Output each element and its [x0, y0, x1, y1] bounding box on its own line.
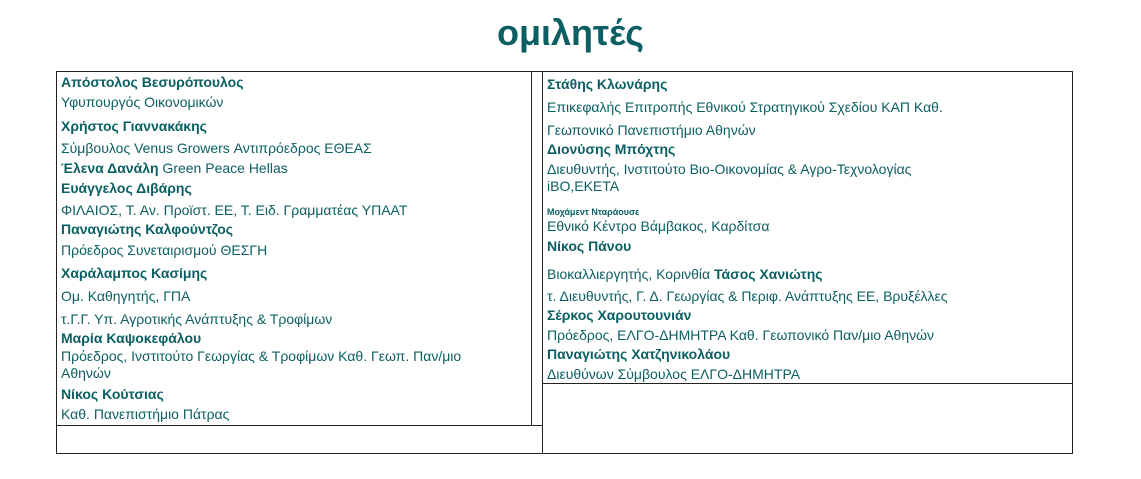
speaker-role: Πρόεδρος, Ινστιτούτο Γεωργίας & Τροφίμων Καθ. Γεωπ. Παν/μιο — [61, 348, 462, 364]
speaker-name: Ευάγγελος Διβάρης — [61, 180, 192, 196]
speaker-role: Εθνικό Κέντρο Βάμβακος, Καρδίτσα — [547, 218, 770, 234]
left-speakers-cell — [61, 0, 529, 479]
table-border-left — [56, 71, 57, 454]
speaker-role: τ.Γ.Γ. Υπ. Αγροτικής Ανάπτυξης & Τροφίμων — [61, 311, 333, 327]
speaker-name: Στάθης Κλωνάρης — [547, 76, 668, 92]
speaker-role: Υφυπουργός Οικονομικών — [61, 94, 224, 110]
speaker-role: Green Peace Hellas — [158, 160, 288, 176]
speaker-name: Μοχάμεντ Νταράουσε — [547, 207, 640, 217]
speaker-name: Έλενα Δανάλη — [61, 160, 159, 176]
speaker-name: Τάσος Χανιώτης — [714, 266, 823, 282]
speaker-name: Παναγιώτης Χατζηνικολάου — [547, 346, 731, 362]
speaker-name: Χρήστος Γιαννακάκης — [61, 118, 207, 134]
empty-cell-right — [543, 384, 1072, 453]
table-border-right — [1072, 71, 1073, 454]
speaker-name: Χαράλαμπος Κασίμης — [61, 265, 208, 281]
speaker-name: Μαρία Καψοκεφάλου — [61, 330, 202, 346]
speaker-role: Πρόεδρος Συνεταιρισμού ΘΕΣΓΗ — [61, 242, 268, 258]
speaker-line — [547, 266, 823, 283]
table-divider-left-inner — [531, 71, 532, 426]
speaker-name: Νίκος Πάνου — [547, 238, 632, 254]
speaker-name: Σέρκος Χαρουτουνιάν — [547, 307, 692, 323]
page-title: ομιλητές — [496, 12, 645, 53]
speaker-role: Καθ. Πανεπιστήμιο Πάτρας — [61, 406, 230, 422]
speaker-role: Ομ. Καθηγητής, ΓΠΑ — [61, 288, 191, 304]
speaker-role: Πρόεδρος, ΕΛΓΟ-ΔΗΜΗΤΡΑ Καθ. Γεωπονικό Παν/μιο Αθηνών — [547, 327, 935, 343]
speaker-role: Διευθυντής, Ινστιτούτο Βιο-Οικονομίας & Αγρο-Τεχνολογίας — [547, 161, 912, 177]
speaker-role: iBO,ΕΚΕΤΑ — [547, 178, 620, 194]
speaker-role: Αθηνών — [61, 365, 111, 381]
speaker-name: Παναγιώτης Καλφούντζος — [61, 221, 234, 237]
speaker-role: ΦΙΛΑΙΟΣ, Τ. Αν. Προϊστ. ΕΕ, Τ. Ειδ. Γραμματέας ΥΠΑΑΤ — [61, 202, 408, 218]
empty-cell-bottom-left — [57, 426, 542, 453]
speaker-name: Απόστολος Βεσυρόπουλος — [61, 74, 244, 90]
speaker-name: Νίκος Κούτσιας — [61, 386, 164, 402]
speaker-role: Γεωπονικό Πανεπιστήμιο Αθηνών — [547, 122, 756, 138]
speaker-role: τ. Διευθυντής, Γ. Δ. Γεωργίας & Περιφ. Ανάπτυξης ΕΕ, Βρυξέλλες — [547, 288, 948, 304]
speaker-role: Βιοκαλλιεργητής, Κορινθία — [547, 266, 715, 282]
speaker-line — [61, 160, 288, 177]
speaker-role: Επικεφαλής Επιτροπής Εθνικού Στρατηγικού Σχεδίου ΚΑΠ Καθ. — [547, 99, 943, 115]
speaker-role: Διευθύνων Σύμβουλος ΕΛΓΟ-ΔΗΜΗΤΡΑ — [547, 366, 801, 382]
speaker-role: Σύμβουλος Venus Growers Αντιπρόεδρος ΕΘΕΑΣ — [61, 140, 372, 156]
speaker-name: Διονύσης Μπόχτης — [547, 141, 676, 157]
